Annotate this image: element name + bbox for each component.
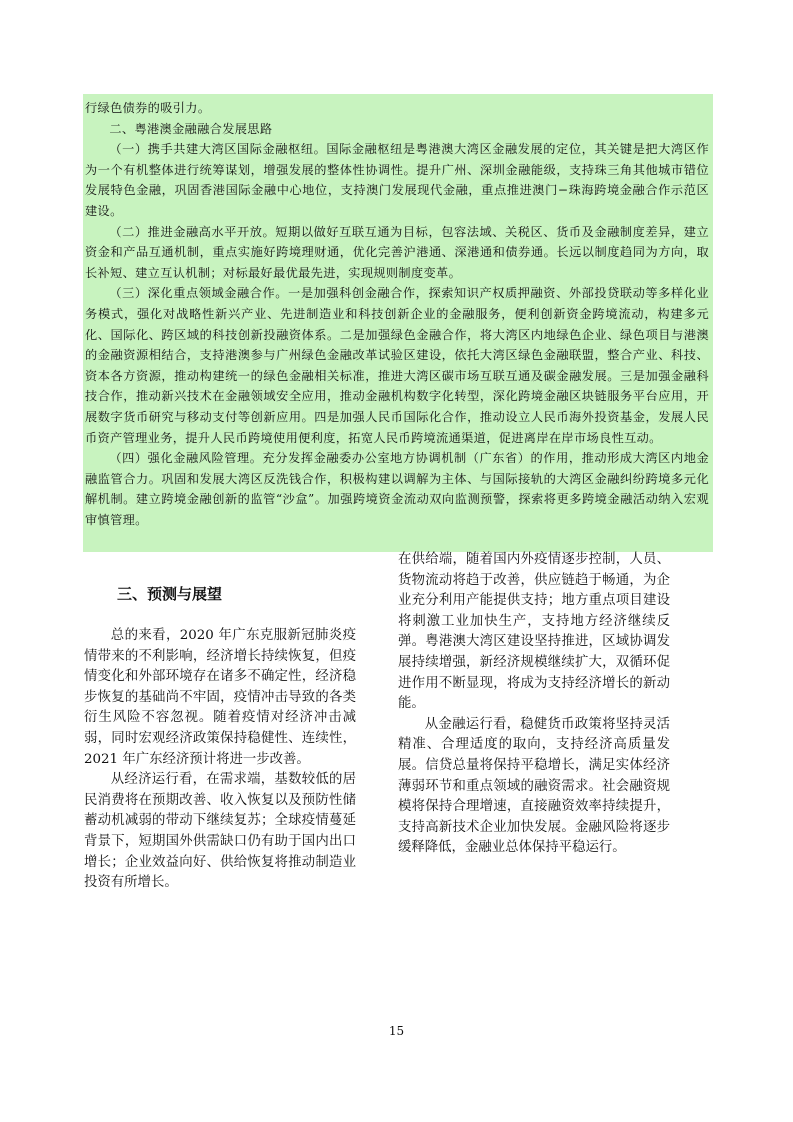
paragraph-financial-outlook: 从金融运行看，稳健货币政策将坚持灵活精准、合理适度的取向，支持经济高质量发展。信贷总量将保持平稳增长，满足实体经济薄弱环节和重点领域的融资需求。社会融资规模将保持合理增速，直接融资效率持续提升，支持高新技术企业加快发展。金融风险将逐步缓释降低，金融业总体保持平稳运行。 bbox=[398, 716, 670, 856]
left-column bbox=[84, 626, 356, 894]
highlighted-text-block bbox=[83, 94, 713, 552]
paragraph-economic-demand: 从经济运行看，在需求端，基数较低的居民消费将在预期改善、收入恢复以及预防性储蓄动机减弱的带动下继续复苏；全球疫情蔓延背景下，短期国外供需缺口仍有助于国内出口增长；企业效益向好、供给恢复将推动制造业投资有所增长。 bbox=[84, 772, 356, 891]
paragraph-key-cooperation: （三）深化重点领域金融合作。一是加强科创金融合作，探索知识产权质押融资、外部投贷联动等多样化业务模式，强化对战略性新兴产业、先进制造业和科技创新企业的金融服务，便利创新资金跨境流动，构建多元化、国际化、跨区域的科技创新投融资体系。二是加强绿色金融合作，将大湾区内地绿色企业、绿色项目与港澳的金融资源相结合，支持港澳参与广州绿色金融改革试验区建设，依托大湾区绿色金融联盟，整合产业、科技、资本各方资源，推动构建统一的绿色金融相关标准，推进大湾区碳市场互联互通及碳金融发展。三是加强金融科技合作，推动新兴技术在金融领域安全应用，推动金融机构数字化转型，深化跨境金融区块链服务平台应用，开展数字货币研究与移动支付等创新应用。四是加强人民币国际化合作，推动设立人民币海外投资基金，发展人民币资产管理业务，提升人民币跨境使用便利度，拓宽人民币跨境流通渠道，促进离岸在岸市场良性互动。 bbox=[85, 286, 709, 445]
paragraph-financial-opening: （二）推进金融高水平开放。短期以做好互联互通为目标，包容法域、关税区、货币及金融制度差异，建立资金和产品互通机制，重点实施好跨境理财通，优化完善沪港通、深港通和债券通。长远以制度趋同为方向，取长补短、建立互认机制；对标最好最优最先进，实现规则制度变革。 bbox=[85, 224, 709, 280]
paragraph-overview: 总的来看，2020 年广东克服新冠肺炎疫情带来的不利影响，经济增长持续恢复，但疫情变化和外部环境存在诸多不确定性，经济稳步恢复的基础尚不牢固，疫情冲击导致的各类衍生风险不容忽视。随着疫情对经济冲击减弱，同时宏观经济政策保持稳健性、连续性，2021 年广东经济预计将进一步改善。 bbox=[84, 628, 356, 767]
paragraph-risk-management: （四）强化金融风险管理。充分发挥金融委办公室地方协调机制（广东省）的作用，推动形成大湾区内地金融监管合力。巩固和发展大湾区反洗钱合作，积极构建以调解为主体、与国际接轨的大湾区金融纠纷跨境多元化解机制。建立跨境金融创新的监管“沙盒”。加强跨境资金流动双向监测预警，探索将更多跨境金融活动纳入宏观审慎管理。 bbox=[85, 451, 709, 527]
paragraph-financial-hub: （一）携手共建大湾区国际金融枢纽。国际金融枢纽是粤港澳大湾区金融发展的定位，其关键是把大湾区作为一个有机整体进行统筹谋划，增强发展的整体性协调性。提升广州、深圳金融能级，支持珠三角其他城市错位发展特色金融，巩固香港国际金融中心地位，支持澳门发展现代金融，重点推进澳门−珠海跨境金融合作示范区建设。 bbox=[85, 142, 709, 218]
right-column bbox=[398, 550, 670, 859]
section-three-title: 三、预测与展望 bbox=[117, 585, 223, 603]
paragraph-economic-supply: 在供给端，随着国内外疫情逐步控制，人员、货物流动将趋于改善，供应链趋于畅通，为企业充分利用产能提供支持；地方重点项目建设将刺激工业加快生产，支持地方经济继续反弹。粤港澳大湾区建设坚持推进，区域协调发展持续增强，新经济规模继续扩大，双循环促进作用不断显现，将成为支持经济增长的新动能。 bbox=[398, 552, 670, 712]
paragraph-continuation: 行绿色债券的吸引力。 bbox=[85, 101, 211, 115]
section-two-heading: 二、粤港澳金融融合发展思路 bbox=[109, 121, 273, 136]
page-number: 15 bbox=[388, 1024, 405, 1038]
